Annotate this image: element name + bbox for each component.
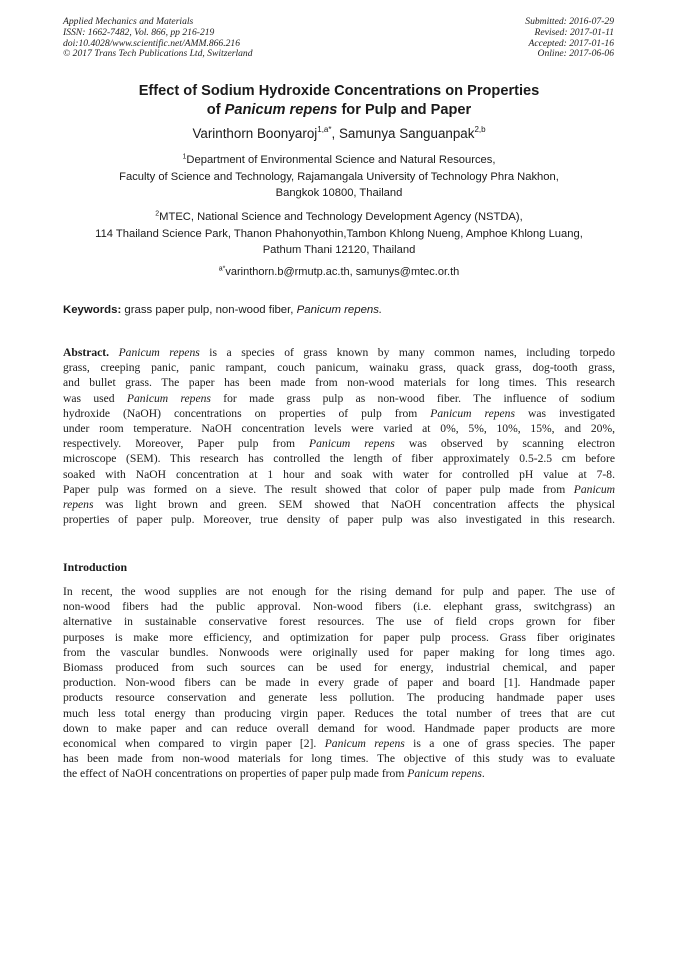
abstract (63, 345, 615, 527)
species-name: Panicum repens (324, 737, 405, 751)
species-name: Panicum repens (126, 391, 211, 405)
keywords-text: grass paper pulp, non-wood fiber, (121, 304, 297, 316)
author-2-affil: 2,b (474, 124, 486, 134)
abstract-line: under room temperature. NaOH concentration levels were varied at 0%, 5%, 10%, 15%, and 20%, (63, 422, 615, 436)
abstract-label: Abstract. (63, 346, 110, 359)
species-name: repens (63, 498, 94, 512)
intro-line: down to make paper and can reduce overall demand for wood. Handmade paper products are more (63, 721, 615, 735)
email-marker: a* (218, 265, 226, 273)
author-separator: , (331, 126, 339, 141)
abstract-line (63, 406, 615, 421)
abstract-line (63, 497, 615, 512)
author-emails (30, 265, 648, 279)
paper-title (40, 82, 638, 120)
text: respectively. Moreover, Paper pulp from (63, 437, 310, 451)
abstract-line: and bullet grass. The paper has been made from non-wood materials for long times. This research (63, 376, 615, 390)
intro-line: products resource conservation and generate less pollution. The producing handmade paper uses (63, 691, 615, 705)
text: is a one of grass species. The paper (404, 737, 615, 751)
keywords-label: Keywords: (63, 304, 122, 316)
text: is a species of grass known by many common names, including torpedo (199, 346, 615, 359)
species-name: Panicum repens (309, 437, 395, 451)
intro-line (63, 766, 615, 781)
keywords-species: Panicum repens. (296, 304, 383, 316)
author-list (40, 126, 638, 142)
intro-line: In recent, the wood supplies are not enough for the rising demand for pulp and paper. The use of (63, 585, 615, 598)
abstract-line: microscope (SEM). This research has controlled the length of fiber approximately 0.5-2.5 cm before (63, 452, 615, 466)
affiliation-2 (30, 209, 648, 259)
author-1: Varinthorn Boonyaroj (192, 126, 318, 141)
journal-header-left (63, 17, 253, 60)
abstract-line: grass, creeping panic, panic rampant, couch panicum, wainaku grass, quack grass, dog-tooth grass, (63, 361, 615, 375)
journal-issn: ISSN: 1662-7482, Vol. 866, pp 216-219 (63, 26, 215, 38)
title-line-2 (40, 101, 638, 120)
text: Paper pulp was formed on a sieve. The result showed that color of paper pulp made from (63, 482, 574, 496)
journal-header-right (525, 17, 614, 60)
affiliation-line (30, 152, 648, 169)
intro-line: non-wood fibers had the public approval. Non-wood fibers (i.e. elephant grass, switchgrass) an (63, 600, 615, 614)
species-name: Panicum (573, 482, 615, 496)
species-name: Panicum repens (407, 767, 482, 781)
affiliation-text: MTEC, National Science and Technology Development Agency (NSTDA), (159, 211, 523, 223)
affiliation-marker: 2 (155, 210, 160, 218)
species-name: Panicum repens (118, 346, 200, 359)
text: hydroxide (NaOH) concentrations on properties of pulp from (63, 406, 431, 420)
title-text: for Pulp and Paper (337, 102, 472, 118)
abstract-line (63, 436, 615, 451)
intro-line: production. Non-wood fibers can be made in every grade of paper and board [1]. Handmade paper (63, 676, 615, 690)
abstract-line: soaked with NaOH concentration at 1 hour and soak with water for controlled pH value at 7-8. (63, 467, 615, 481)
affiliation-line: Pathum Thani 12120, Thailand (262, 244, 416, 256)
affiliation-marker: 1 (182, 153, 187, 161)
keywords (63, 303, 382, 317)
abstract-line (63, 391, 615, 406)
date-submitted: Submitted: 2016-07-29 (525, 16, 614, 27)
affiliation-line: Bangkok 10800, Thailand (275, 187, 403, 199)
intro-line: from the vascular bundles. Nonwoods were originally used for paper making for long times ago. (63, 645, 615, 659)
affiliation-line: 114 Thailand Science Park, Thanon Phahonyothin,Tambon Khlong Nueng, Amphoe Khlong Luang, (95, 227, 583, 240)
section-heading-introduction: Introduction (63, 560, 128, 574)
affiliation-1 (30, 152, 648, 202)
abstract-line (63, 345, 615, 360)
intro-line: alternative in sustainable conservative forest resources. The use of field crops grown for fiber (63, 615, 615, 629)
text: was observed by scanning electron (394, 437, 615, 451)
journal-name: Applied Mechanics and Materials (63, 16, 194, 27)
author-2: Samunya Sanguanpak (338, 126, 475, 141)
date-accepted: Accepted: 2017-01-16 (528, 37, 614, 49)
abstract-line: properties of paper pulp. Moreover, true density of paper pulp was also investigated in this research. (63, 513, 615, 527)
introduction-body (63, 584, 615, 782)
journal-copyright: © 2017 Trans Tech Publications Ltd, Switzerland (63, 48, 253, 60)
text: economical when compared to virgin paper [2]. (63, 737, 325, 751)
text: was light brown and green. SEM showed that NaOH concentration affects the physical (93, 498, 615, 512)
abstract-line (63, 482, 615, 497)
title-text: of (206, 102, 225, 118)
affiliation-text: Department of Environmental Science and Natural Resources, (186, 154, 496, 166)
email-link[interactable]: varinthorn.b@rmutp.ac.th, samunys@mtec.or.th (225, 266, 460, 278)
text (109, 346, 119, 359)
text: the effect of NaOH concentrations on properties of paper pulp made from (63, 767, 408, 781)
text: was investigated (514, 406, 615, 420)
title-species: Panicum repens (224, 102, 338, 118)
intro-line: purposes is make more efficiency, and optimization for paper pulp process. Grass fiber originates (63, 630, 615, 644)
date-online: Online: 2017-06-06 (537, 48, 614, 60)
intro-line: Biomass produced from such sources can be used for energy, industrial chemical, and paper (63, 661, 615, 675)
text: . (481, 767, 485, 781)
intro-line: much less total energy than producing virgin paper. Reduces the total number of trees that are cut (63, 706, 615, 720)
author-1-affil: 1,a* (317, 124, 332, 134)
intro-line (63, 736, 615, 751)
journal-doi: doi:10.4028/www.scientific.net/AMM.866.216 (63, 37, 241, 49)
date-revised: Revised: 2017-01-11 (534, 26, 614, 38)
text: was used (63, 391, 127, 405)
intro-line: has been made from non-wood materials for long times. The objective of this study was to evaluate (63, 752, 615, 766)
species-name: Panicum repens (430, 406, 515, 420)
title-line-1: Effect of Sodium Hydroxide Concentrations on Properties (138, 83, 540, 99)
affiliation-line (30, 209, 648, 226)
text: for made grass pulp as non-wood fiber. The influence of sodium (210, 391, 616, 405)
affiliation-line: Faculty of Science and Technology, Rajamangala University of Technology Phra Nakhon, (119, 170, 559, 183)
